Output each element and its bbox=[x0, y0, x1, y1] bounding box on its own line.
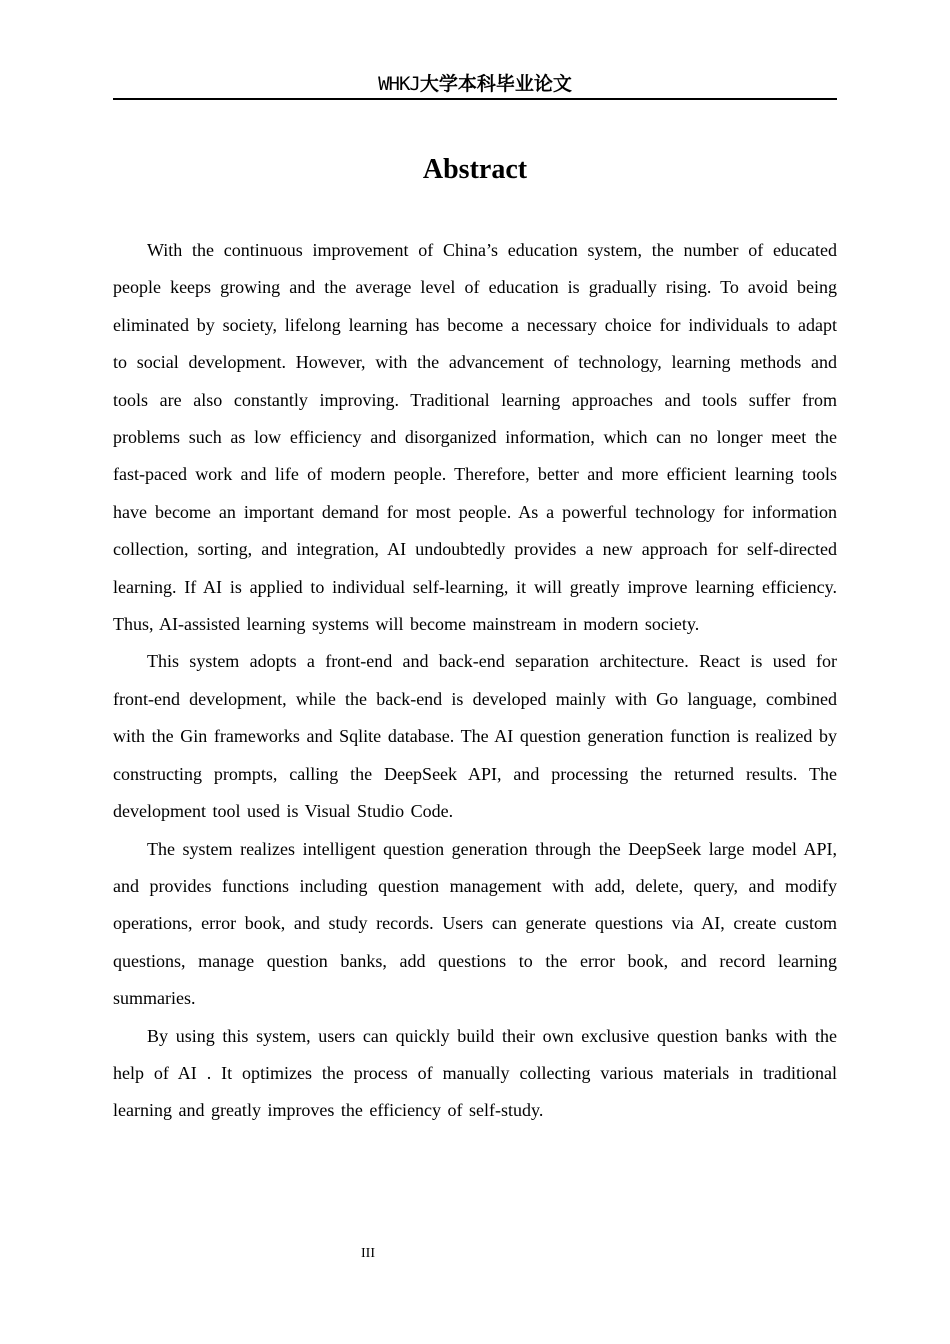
abstract-paragraph-4: By using this system, users can quickly build their own exclusive question banks with the help of AI . It optimizes the process of manually collecting various materials in traditional learning and greatly improves the efficiency of self-study. bbox=[113, 1025, 837, 1121]
abstract-paragraph-2: This system adopts a front-end and back-end separation architecture. React is used for front-end development, while the back-end is developed mainly with Go language, combined with the Gin frameworks and Sqlite database. The AI question generation function is realized by constructing prompts, calling the DeepSeek API, and processing the returned results. The development tool used is Visual Studio Code. bbox=[113, 651, 837, 822]
abstract-body bbox=[113, 232, 837, 1130]
page-header bbox=[113, 70, 837, 100]
abstract-paragraph-3: The system realizes intelligent question generation through the DeepSeek large model API, and provides functions including question management with add, delete, query, and modify operations, error book, and study records. Users can generate questions via AI, create custom questions, manage question banks, add questions to the error book, and record learning summaries. bbox=[113, 838, 837, 1009]
header-cjk-text: 大学本科毕业论文 bbox=[419, 73, 572, 95]
abstract-title: Abstract bbox=[422, 154, 528, 185]
header-latin-text: WHKJ bbox=[378, 73, 420, 95]
abstract-paragraph-1: With the continuous improvement of China’s education system, the number of educated people keeps growing and the average level of education is gradually rising. To avoid being eliminated by society, lifelong learning has become a necessary choice for individuals to adapt to social development. However, with the advancement of technology, learning methods and tools are also constantly improving. Traditional learning approaches and tools suffer from problems such as low efficiency and disorganized information, which can no longer meet the fast-paced work and life of modern people. Therefore, better and more efficient learning tools have become an important demand for most people. As a powerful technology for information collection, sorting, and integration, AI undoubtedly provides a new approach for self-directed learning. If AI is applied to individual self-learning, it will greatly improve learning efficiency. Thus, AI-assisted learning systems will become mainstream in modern society. bbox=[113, 240, 837, 635]
page-number: III bbox=[361, 1246, 375, 1261]
